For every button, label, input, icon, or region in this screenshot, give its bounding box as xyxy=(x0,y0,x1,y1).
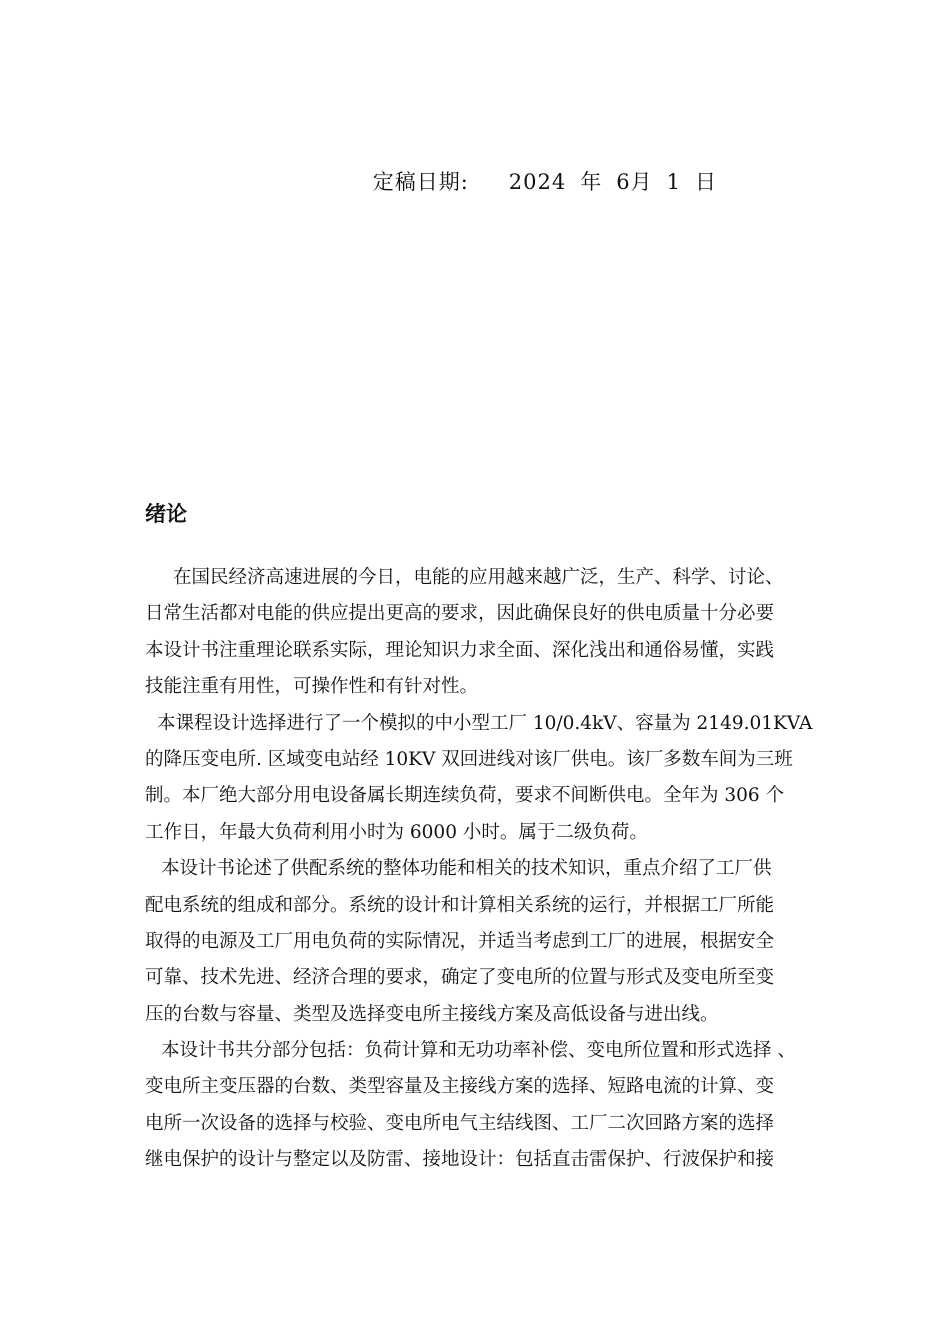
text-line: 压的台数与容量、类型及选择变电所主接线方案及高低设备与进出线。 xyxy=(145,1003,719,1025)
section-body xyxy=(145,560,813,1179)
date-year-unit: 年 xyxy=(580,170,603,194)
text-line: 本设计书论述了供配系统的整体功能和相关的技术知识，重点介绍了工厂供 xyxy=(161,858,772,880)
text-line: 变电所主变压器的台数、类型容量及主接线方案的选择、短路电流的计算、变 xyxy=(145,1076,775,1098)
text-line: 的降压变电所. 区域变电站经 10KV 双回进线对该厂供电。该厂多数车间为三班 xyxy=(145,748,793,770)
text-line: 可靠、技术先进、经济合理的要求，确定了变电所的位置与形式及变电所至变 xyxy=(145,967,775,989)
text-line: 继电保护的设计与整定以及防雷、接地设计：包括直击雷保护、行波保护和接 xyxy=(145,1149,775,1171)
date-year: 2024 xyxy=(508,170,567,194)
date-day: 1 xyxy=(666,170,681,194)
date-day-unit: 日 xyxy=(694,170,717,194)
text-line: 本设计书共分部分包括：负荷计算和无功功率补偿、变电所位置和形式选择 、 xyxy=(161,1040,796,1062)
text-line: 取得的电源及工厂用电负荷的实际情况，并适当考虑到工厂的进展，根据安全 xyxy=(145,930,775,952)
text-line: 本课程设计选择进行了一个模拟的中小型工厂 10/0.4kV、容量为 2149.01KVA xyxy=(157,712,813,734)
text-line: 电所一次设备的选择与校验、变电所电气主结线图、工厂二次回路方案的选择 xyxy=(145,1112,775,1134)
paragraph-1 xyxy=(145,560,805,706)
paragraph-3 xyxy=(145,851,805,1033)
text-line: 工作日，年最大负荷利用小时为 6000 小时。属于二级负荷。 xyxy=(145,821,648,843)
text-line: 本设计书注重理论联系实际，理论知识力求全面、深化浅出和通俗易懂，实践 xyxy=(145,639,775,661)
finalization-date-line xyxy=(342,134,717,230)
text-line: 技能注重有用性，可操作性和有针对性。 xyxy=(145,676,479,698)
paragraph-2 xyxy=(145,706,813,852)
date-label: 定稿日期: xyxy=(372,170,469,194)
paragraph-4 xyxy=(145,1033,805,1179)
text-line: 在国民经济高速进展的今日，电能的应用越来越广泛，生产、科学、讨论、 xyxy=(173,567,784,588)
text-line: 制。本厂绝大部分用电设备属长期连续负荷，要求不间断供电。全年为 306 个 xyxy=(145,785,785,807)
text-line: 配电系统的组成和部分。系统的设计和计算相关系统的运行，并根据工厂所能 xyxy=(145,894,775,916)
date-month: 6月 xyxy=(616,170,653,194)
section-heading: 绪论 xyxy=(145,501,187,526)
text-line: 日常生活都对电能的供应提出更高的要求，因此确保良好的供电质量十分必要 xyxy=(145,603,775,625)
